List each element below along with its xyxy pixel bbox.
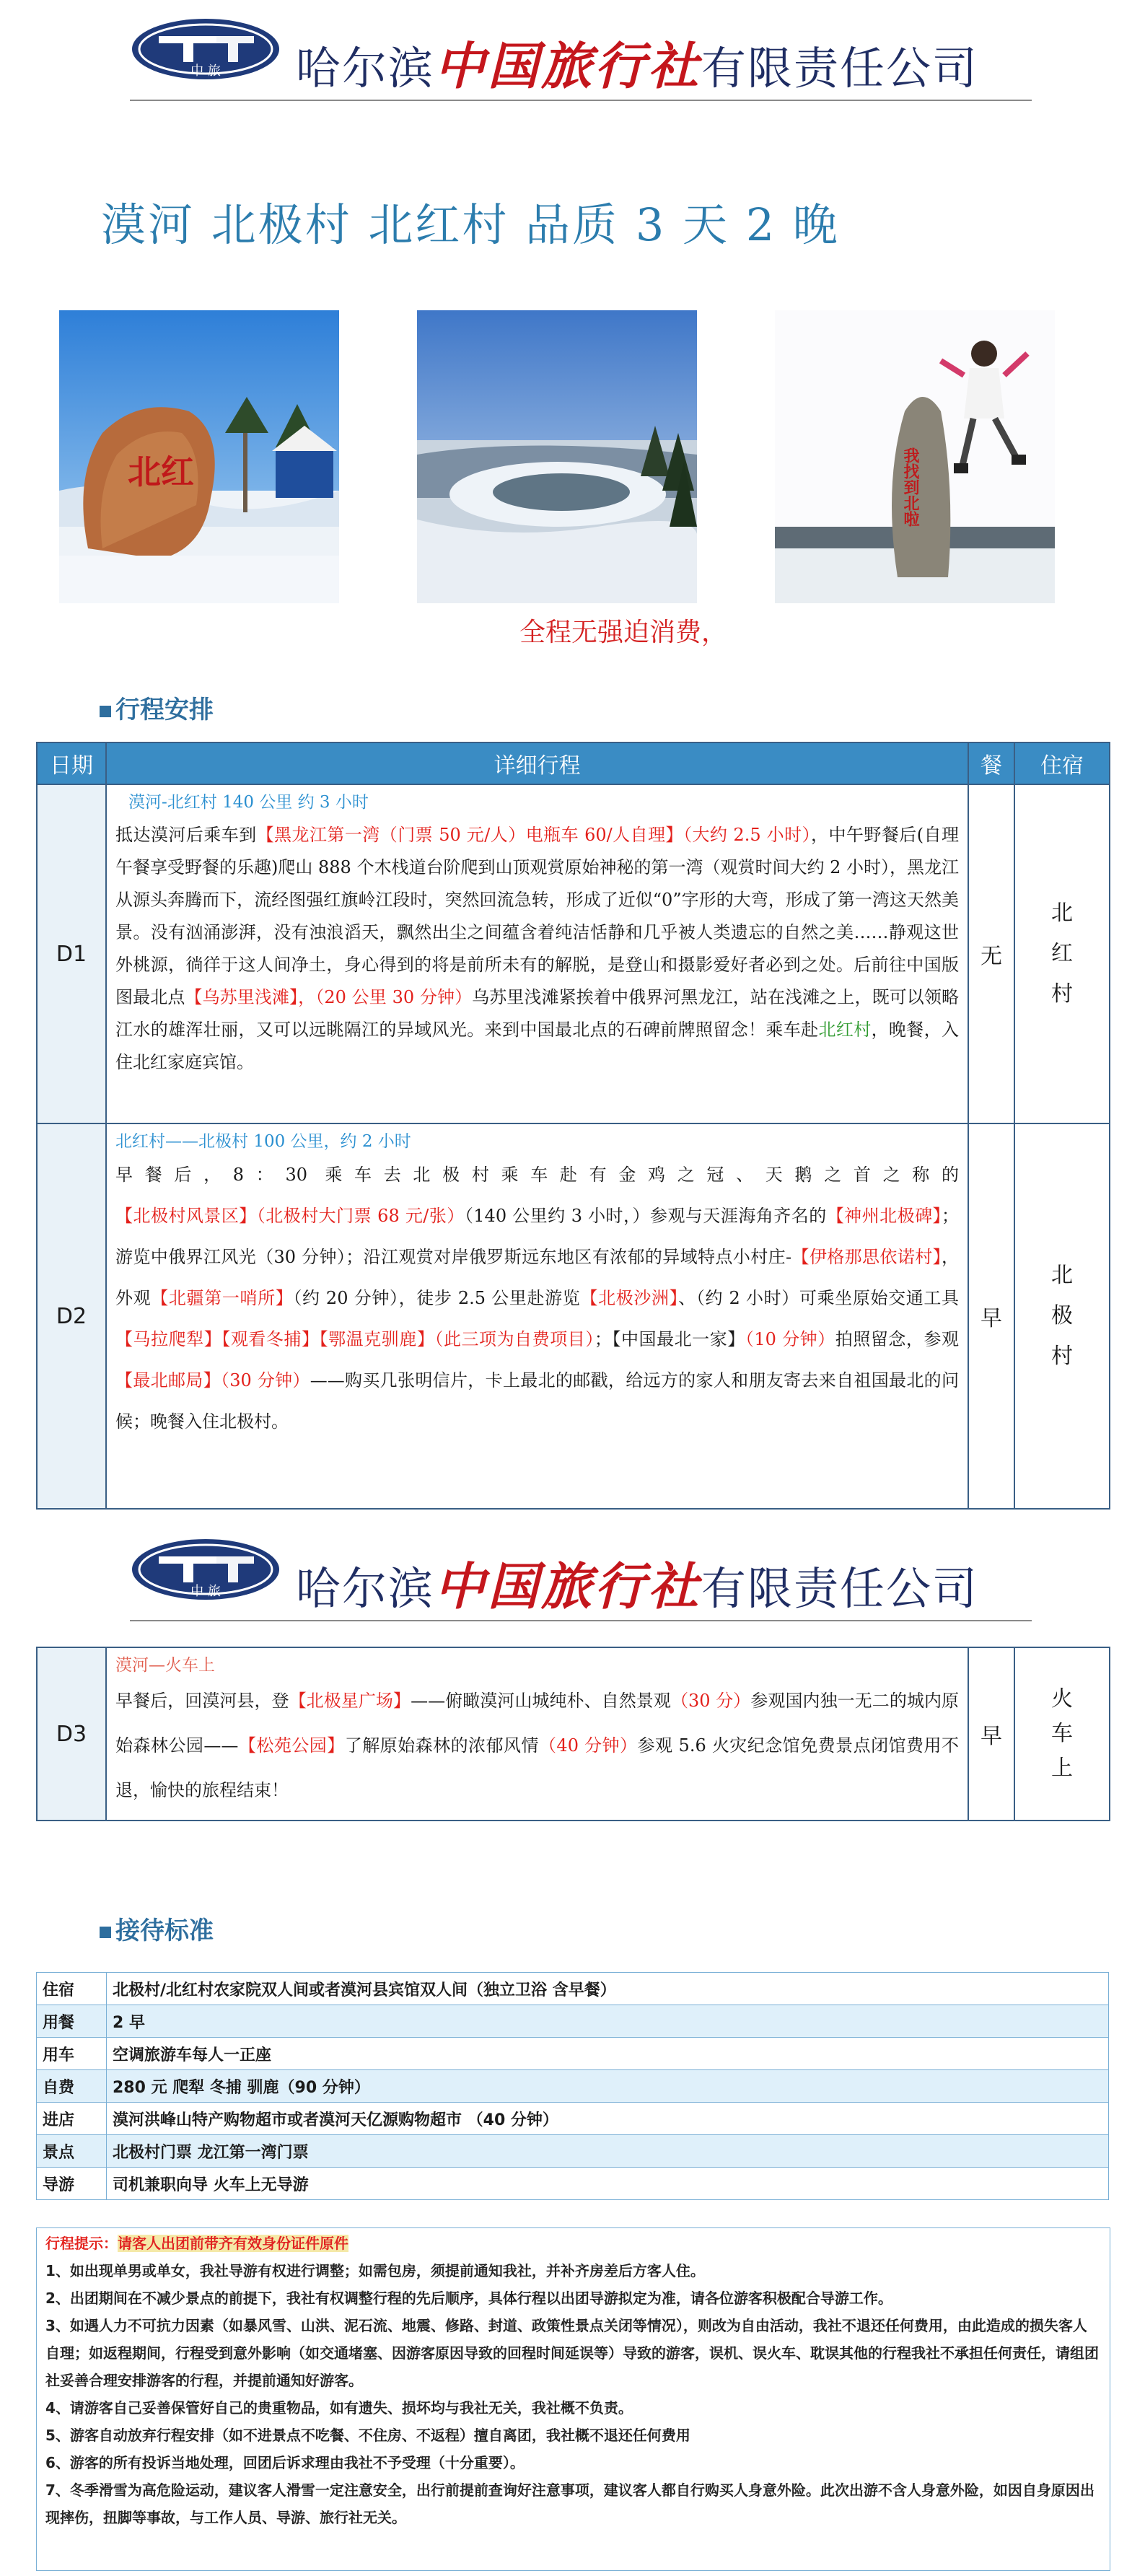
standards-row: 自费 280 元 爬犁 冬捕 驯鹿（90 分钟） [37, 2070, 1109, 2103]
company-header [130, 0, 1032, 108]
tip-item: 5、游客自动放弃行程安排（如不进景点不吃餐、不住房、不返程）擅自离团，我社概不退还任何费用 [45, 2427, 690, 2444]
no-forced-shopping-note: 全程无强迫消费， [519, 618, 728, 647]
standards-section-title: 接待标准 [100, 1911, 214, 1946]
day-label: D2 [37, 1123, 106, 1509]
standards-table [36, 1972, 1109, 2200]
standards-row: 导游 司机兼职向导 火车上无导游 [37, 2168, 1109, 2200]
tip-item: 2、出团期间在不减少景点的前提下，我社有权调整行程的先后顺序，具体行程以出团导游拟定为准，请各位游客积极配合导游工作。 [45, 2290, 892, 2307]
highlighted-text: 【黑龙江第一湾（门票 50 元/人）电瓶车 60/人自理】（大约 2.5 小时） [256, 825, 812, 845]
standards-row: 用车 空调旅游车每人一正座 [37, 2038, 1109, 2070]
company-name: 哈尔滨中国旅行社有限责任公司 [296, 1556, 979, 1616]
route-summary: 漠河-北红村 140 公里 约 3 小时 [128, 793, 369, 812]
highlighted-text: 【神州北极碑】 [826, 1206, 942, 1226]
body-text: 早餐后，8：30 乘车去北极村乘车赴有金鸡之冠、天鹅之首之称的 [115, 1165, 959, 1185]
svg-text:中 旅: 中 旅 [190, 1584, 221, 1599]
body-text: ；游览中俄界江风光（30 分钟）；沿江观赏对岸俄罗斯远东地区有浓郁的异域特点小村庄- [115, 1206, 960, 1267]
highlighted-text: 【乌苏里浅滩】，（20 公里 30 分钟） [185, 987, 473, 1007]
photo-jumping-tourist [775, 310, 1055, 603]
body-text: ；【中国最北一家】 [594, 1329, 745, 1349]
itinerary-section-title: 行程安排 [100, 690, 214, 725]
highlighted-text: 【伊格那思依诺村】 [791, 1247, 942, 1267]
body-text: 拍照留念，参观 [835, 1329, 960, 1349]
standards-row: 用餐 2 早 [37, 2005, 1109, 2038]
page-title: 漠河 北极村 北红村 品质 3 天 2 晚 [101, 198, 840, 251]
stay-cell: 火 车 上 [1014, 1647, 1110, 1821]
svg-text:我找到北啦: 我找到北啦 [901, 447, 920, 527]
highlighted-text: （30 分） [670, 1691, 751, 1711]
highlighted-text: 【北疆第一哨所】 [151, 1288, 294, 1308]
body-text: ，外观 [115, 1247, 959, 1308]
body-text: 乌苏里浅滩紧挨着中俄界河黑龙江，站在浅滩之上，既可以领略江水的雄浑壮丽，又可以远眺隔江的异域风光。来到中国最北点的石碑前牌照留念！乘车赴 [115, 987, 959, 1040]
itinerary-row-d3 [37, 1647, 1110, 1821]
day-detail [106, 784, 968, 1123]
day-body [115, 819, 959, 1079]
body-text: 了解原始森林的浓郁风情 [344, 1735, 539, 1756]
day-label: D3 [37, 1647, 106, 1821]
itinerary-row-d2 [37, 1123, 1110, 1509]
stay-cell: 北 极 村 [1014, 1123, 1110, 1509]
col-header-meal: 餐 [968, 742, 1014, 784]
day-label: D1 [37, 784, 106, 1123]
standards-row: 住宿 北极村/北红村农家院双人间或者漠河县宾馆双人间（独立卫浴 含早餐） [37, 1973, 1109, 2005]
itinerary-table [36, 742, 1110, 1510]
body-text: 、（约 2 小时）可乘坐原始交通工具 [678, 1288, 960, 1308]
day-detail [106, 1123, 968, 1509]
svg-text:中 旅: 中 旅 [190, 63, 221, 79]
body-text: ，晚餐，入住北红家庭宾馆。 [115, 1020, 960, 1072]
tip-item: 4、请游客自己妥善保管好自己的贵重物品，如有遗失、损坏均与我社无关，我社概不负责。 [45, 2399, 633, 2417]
highlighted-text: 【最北邮局】（30 分钟） [115, 1370, 310, 1390]
body-text: 参观国内独一无二的城内原始森林公园—— [115, 1691, 960, 1756]
tip-item: 1、如出现单男或单女，我社导游有权进行调整；如需包房，须提前通知我社，并补齐房差后方客人住。 [45, 2262, 705, 2279]
body-text: ——购买几张明信片，卡上最北的邮戳，给远方的家人和朋友寄去来自祖国最北的问候；晚餐入住北极村。 [115, 1370, 959, 1432]
company-logo-icon [130, 16, 281, 82]
header-rule [130, 100, 1032, 101]
highlighted-text: 【北极沙洲】 [580, 1288, 679, 1308]
company-brand: 中国旅行社 [434, 36, 702, 96]
route-summary: 北红村——北极村 100 公里，约 2 小时 [115, 1132, 411, 1151]
standards-row: 景点 北极村门票 龙江第一湾门票 [37, 2135, 1109, 2168]
body-text: 参观 5.6 火灾纪念馆免费景点闭馆费用不退，愉快的旅程结束！ [115, 1735, 960, 1800]
highlighted-text: 【松苑公园】 [238, 1735, 345, 1756]
photo-river-bend [417, 310, 697, 603]
tip-item: 7、冬季滑雪为高危险运动，建议客人滑雪一定注意安全，出行前提前查询好注意事项，建议客人都自行购买人身意外险。此次出游不含人身意外险，如因自身原因出现摔伤，扭脚等事故，与工作人员、导游、旅行社无关。 [45, 2481, 1094, 2526]
tips-heading: 行程提示：请客人出团前带齐有效身份证件原件 [45, 2235, 348, 2252]
company-brand: 中国旅行社 [434, 1556, 702, 1616]
day-body [115, 1678, 959, 1813]
body-text: ——俯瞰漠河山城纯朴、自然景观 [411, 1691, 671, 1711]
route-summary: 漠河—火车上 [115, 1656, 215, 1675]
svg-text:北红: 北红 [128, 452, 194, 491]
day-detail [106, 1647, 968, 1821]
highlighted-text: （40 分钟） [538, 1735, 638, 1756]
meal-cell: 无 [968, 784, 1014, 1123]
standards-row: 进店 漠河洪峰山特产购物超市或者漠河天亿源购物超市 （40 分钟） [37, 2103, 1109, 2135]
meal-cell: 早 [968, 1647, 1014, 1821]
company-logo-icon [130, 1536, 281, 1603]
itinerary-row-d1 [37, 784, 1110, 1123]
highlighted-text: 【马拉爬犁】【观看冬捕】【鄂温克驯鹿】（此三项为自费项目） [115, 1329, 595, 1349]
body-text: 抵达漠河后乘车到 [115, 825, 257, 845]
tips-highlight: 请客人出团前带齐有效身份证件原件 [118, 2235, 348, 2252]
body-text: （约 20 分钟），徒步 2.5 公里赴游览 [293, 1288, 581, 1308]
stay-cell: 北 红 村 [1014, 784, 1110, 1123]
col-header-detail: 详细行程 [106, 742, 968, 784]
tip-item: 6、游客的所有投诉当地处理，回团后诉求理由我社不予受理（十分重要）。 [45, 2454, 525, 2471]
highlighted-text: （10 分钟） [745, 1329, 835, 1349]
company-name: 哈尔滨中国旅行社有限责任公司 [296, 36, 979, 96]
section-bullet-icon [100, 706, 111, 717]
highlighted-text: 【北极村风景区】（北极村大门票 68 元/张） [115, 1206, 465, 1226]
col-header-day: 日期 [37, 742, 106, 784]
day-body [115, 1155, 959, 1442]
highlighted-text: 北红村 [818, 1020, 872, 1040]
header-rule [130, 1620, 1032, 1621]
itinerary-header-row [37, 742, 1110, 784]
body-text: ，中午野餐后(自理午餐享受野餐的乐趣)爬山 888 个木栈道台阶爬到山顶观赏原始神秘的第一湾（观赏时间大约 2 小时），黑龙江从源头奔腾而下，流经图强红旗岭江段时，突然回流急转，形成了近似“0”字形的大弯，形成了第一湾这天然美景。没有汹涌澎湃，没有浊浪滔天，飘然出尘之间蕴含着纯洁恬静和几乎被人类遗忘的自然之美……静观这世外桃源，徜徉于这人间净土，身心得到的将是前所未有的解脱，是登山和摄影爱好者必到之处。后前往中国版图最北点 [115, 825, 959, 1007]
company-header-repeat [130, 1520, 1032, 1629]
travel-tips [36, 2227, 1110, 2571]
highlighted-text: 【北极星广场】 [289, 1691, 411, 1711]
col-header-stay: 住宿 [1014, 742, 1110, 784]
body-text: 早餐后，回漠河县，登 [115, 1691, 289, 1711]
tip-item: 3、如遇人力不可抗力因素（如暴风雪、山洪、泥石流、地震、修路、封道、政策性景点关闭等情况），则改为自由活动，我社不退还任何费用，由此造成的损失客人自理；如返程期间，行程受到意外影响（如交通堵塞、因游客原因导致的回程时间延误等）导致的游客，误机、误火车、耽误其他的行程我社不承担任何责任，请组团社妥善合理安排游客的行程，并提前通知好游客。 [45, 2317, 1099, 2389]
section-bullet-icon [100, 1927, 111, 1938]
body-text: （140 公里约 3 小时，）参观与天涯海角齐名的 [464, 1206, 827, 1226]
meal-cell: 早 [968, 1123, 1014, 1509]
photo-north-red-stone [59, 310, 339, 603]
itinerary-table-continued [36, 1647, 1110, 1821]
